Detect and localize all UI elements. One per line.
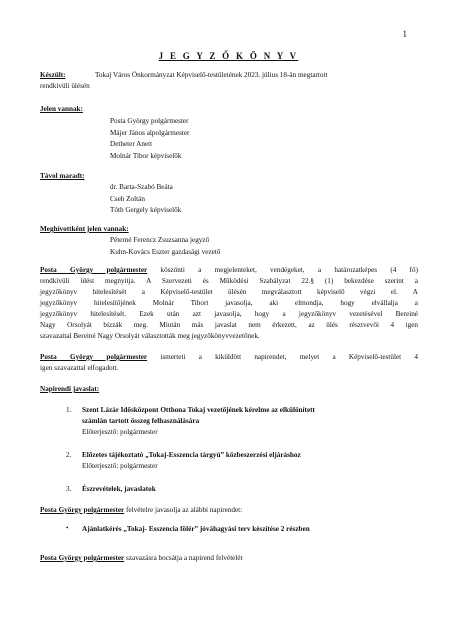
agenda-item-number: 1. (66, 406, 72, 414)
para1-line: jegyzőkönyv hitelesítőjének Molnár Tibort javasolja, aki elmondja, hogy elvállalja a (40, 299, 418, 307)
agenda-item-presenter: Előterjesztő: polgármester (82, 462, 158, 470)
meghivottkent-label: Meghívottként jelen vannak: (40, 225, 129, 233)
absentee-name: Cseh Zoltán (110, 194, 145, 203)
keszult-text-cont: rendkívüli ülésén (40, 82, 90, 90)
agenda-item-title: Szent Lázár Idősközpont Otthona Tokaj vezetőjének kérelme az elkülönített (82, 406, 315, 414)
attendee-name: Molnár Tibor képviselők (110, 151, 182, 160)
speaker-name: Posta György polgármester (40, 554, 125, 562)
document-title: J E G Y Z Ő K Ö N Y V (158, 51, 299, 61)
bullet-item-text: Ajánlatkérés „Tokaj- Esszencia fölér” jóváhagyási terv készítése 2 részben (82, 525, 310, 533)
para1-line: rendkívüli ülést megnyitja. A Szervezeti és Működési Szabályzat 22.§ (1) bekezdése szerint a (40, 277, 418, 285)
absentee-name: Tóth Gergely képviselők (110, 206, 182, 214)
jelen-vannak-list (110, 116, 189, 162)
attendee-name: Májer János alpolgármester (110, 128, 190, 137)
attendee-name: Posta György polgármester (110, 117, 189, 125)
tavol-maradt-label: Távol maradt: (40, 172, 85, 180)
keszult-text: Tokaj Város Önkormányzat Képviselő-testületének 2023. július 18-án megtartott (95, 71, 328, 79)
keszult-label: Készült: (40, 71, 66, 79)
para1-line: Nagy Orsolyát bízzák meg. Miután más javaslat nem érkezett, az ülés résztvevői 4 igen (40, 321, 418, 329)
agenda-item-title: Észrevételek, javaslatok (82, 485, 156, 493)
agenda-item-number: 3. (66, 485, 72, 493)
para1-line: jegyzőkönyv hitelesítését a Képviselő-testület ülésén megválasztott képviselő végzi el. A (40, 288, 418, 296)
para4 (40, 553, 243, 564)
para2-first-line (40, 352, 418, 363)
para3 (40, 505, 242, 516)
agenda-heading: Napirendi javaslat: (40, 385, 100, 393)
para3-text: felvételre javasolja az alábbi napirendet: (126, 506, 243, 514)
tavol-maradt-list (110, 182, 181, 217)
agenda-item-number: 2. (66, 451, 72, 459)
para4-text: szavazásra bocsátja a napirend felvételét (126, 554, 243, 562)
absentee-name: dr. Barta-Szabó Beáta (110, 183, 173, 191)
agenda-item-presenter: Előterjesztő: polgármester (82, 428, 158, 436)
speaker-name: Posta György polgármester (40, 506, 125, 514)
page-number: 1 (402, 29, 407, 39)
guest-name: Kuhn-Kovács Eszter gazdasági vezető (110, 247, 221, 256)
guest-name: Péterné Ferencz Zsuzsanna jegyző (110, 236, 210, 244)
speaker-name: Posta György polgármester (40, 266, 148, 274)
agenda-item-title: Előzetes tájékoztató „Tokaj-Esszencia tárgyú” közbeszerzési eljáráshoz (82, 451, 301, 459)
para1-line: szavazattal Bereiné Nagy Orsolyát választották meg jegyzőkönyvvezetőnek. (40, 332, 260, 340)
speaker-name: Posta György polgármester (40, 353, 148, 361)
attendee-name: Detheter Anett (110, 140, 153, 148)
para1-first-text: köszönti a megjelenteket, vendégeket, a határozatképes (4 fő) (160, 266, 419, 274)
jelen-vannak-label: Jelen vannak: (40, 105, 83, 113)
para2-line: igen szavazattal elfogadott. (40, 364, 119, 372)
bullet-icon: • (66, 524, 69, 532)
agenda-item-title-cont: számlán tartott összeg felhasználására (82, 417, 200, 425)
meghivottkent-list (110, 235, 220, 258)
para1-line: jegyzőkönyv hitelesítését. Ezek után azt javasolja, hogy a jegyzőkönyv vezetésével Bereiné (40, 310, 418, 318)
para2-first-text: ismerteti a kiküldött napirendet, melyet a Képviselő-testület 4 (160, 353, 419, 361)
para1-first-line (40, 265, 418, 276)
